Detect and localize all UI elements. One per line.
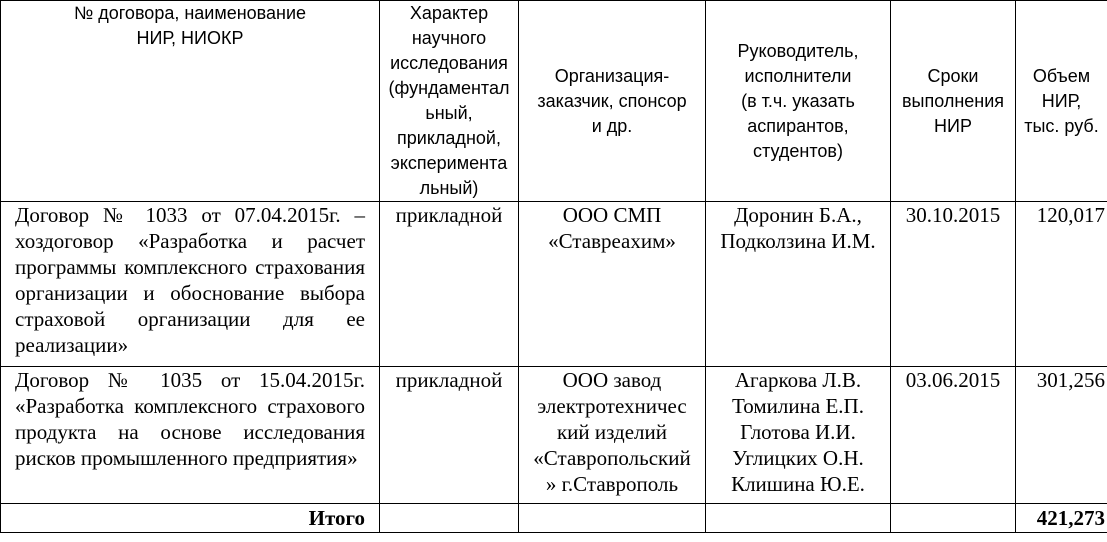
research-type-cell: прикладной bbox=[380, 367, 519, 504]
empty-cell bbox=[891, 504, 1016, 533]
empty-cell bbox=[519, 504, 706, 533]
header-amount: Объем НИР, тыс. руб. bbox=[1016, 1, 1107, 202]
customer-cell: ООО СМП «Ставреахим» bbox=[519, 202, 706, 367]
table-row bbox=[1, 367, 1107, 504]
empty-cell bbox=[380, 504, 519, 533]
header-deadline: Сроки выполнения НИР bbox=[891, 1, 1016, 202]
total-value: 421,273 bbox=[1016, 504, 1107, 533]
total-label: Итого bbox=[1, 504, 380, 533]
header-customer: Организация- заказчик, спонсор и др. bbox=[519, 1, 706, 202]
table-row bbox=[1, 202, 1107, 367]
amount-cell: 301,256 bbox=[1016, 367, 1107, 504]
empty-cell bbox=[706, 504, 891, 533]
header-row bbox=[1, 1, 1107, 202]
supervisor-cell: Агаркова Л.В. Томилина Е.П. Глотова И.И. Углицких О.Н. Клишина Ю.Е. bbox=[706, 367, 891, 504]
header-supervisor: Руководитель, исполнители (в т.ч. указать аспирантов, студентов) bbox=[706, 1, 891, 202]
amount-cell: 120,017 bbox=[1016, 202, 1107, 367]
deadline-cell: 30.10.2015 bbox=[891, 202, 1016, 367]
research-type-cell: прикладной bbox=[380, 202, 519, 367]
contract-cell: Договор № 1035 от 15.04.2015г. «Разработка комплексного страхового продукта на основе исследования рисков промышленного предприятия» bbox=[1, 367, 380, 504]
customer-cell: ООО завод электротехничес кий изделий «Ставропольский » г.Ставрополь bbox=[519, 367, 706, 504]
contract-cell: Договор № 1033 от 07.04.2015г. – хоздоговор «Разработка и расчет программы комплексного страхования организации и обоснование выбора страховой организации для ее реализации» bbox=[1, 202, 380, 367]
total-row bbox=[1, 504, 1107, 533]
header-research-type: Характер научного исследования (фундаментал ьный, прикладной, экспериментa льный) bbox=[380, 1, 519, 202]
deadline-cell: 03.06.2015 bbox=[891, 367, 1016, 504]
header-contract-name: № договора, наименование НИР, НИОКР bbox=[1, 1, 380, 202]
supervisor-cell: Доронин Б.А., Подколзина И.М. bbox=[706, 202, 891, 367]
